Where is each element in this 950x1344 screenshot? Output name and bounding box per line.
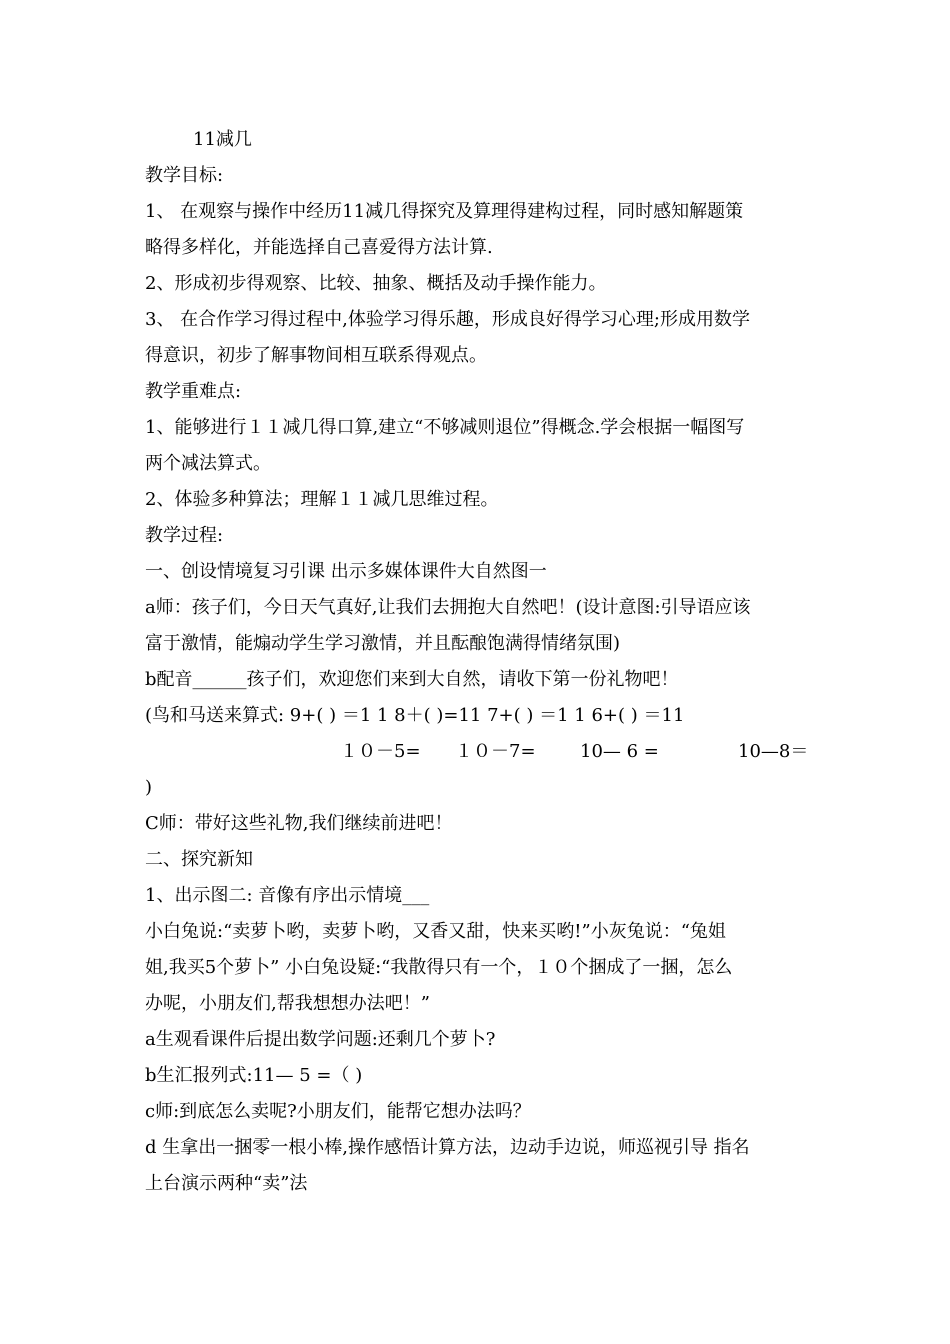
key-points-heading: 教学重难点: <box>145 381 242 402</box>
story-line-3: 办呢，小朋友们,帮我想想办法吧！” <box>145 993 430 1014</box>
step-a-line-1: a师：孩子们，今日天气真好,让我们去拥抱大自然吧！(设计意图:引导语应该 <box>145 597 751 618</box>
goal-3-line-2: 得意识，初步了解事物间相互联系得观点。 <box>145 345 487 366</box>
lesson-title: 11减几 <box>193 129 252 150</box>
goal-3-line-1: 3、 在合作学习得过程中,体验学习得乐趣，形成良好得学习心理;形成用数学 <box>145 309 750 330</box>
step-b-line: b配音______孩子们，欢迎您们来到大自然，请收下第一份礼物吧！ <box>145 669 679 690</box>
equation-10-minus-5: １０－5= <box>340 741 421 762</box>
equation-close-paren: ) <box>145 777 153 798</box>
goal-1-line-1: 1、 在观察与操作中经历11减几得探究及算理得建构过程，同时感知解题策 <box>145 201 744 222</box>
step-c-line: C师：带好这些礼物,我们继续前进吧！ <box>145 813 453 834</box>
key-point-2: 2、体验多种算法；理解１１减几思维过程。 <box>145 489 499 510</box>
process-heading: 教学过程: <box>145 525 224 546</box>
key-point-1-line-1: 1、能够进行１１减几得口算,建立“不够减则退位”得概念.学会根据一幅图写 <box>145 417 745 438</box>
student-d-line-2: 上台演示两种“卖”法 <box>145 1173 308 1194</box>
step-a-line-2: 富于激情，能煽动学生学习激情，并且酝酿饱满得情绪氛围) <box>145 633 621 654</box>
goal-2: 2、形成初步得观察、比较、抽象、概括及动手操作能力。 <box>145 273 607 294</box>
equation-row-1: (鸟和马送来算式: 9+( ) ＝1 1 8＋( )=11 7+( ) ＝1 1 6+( ) ＝11 <box>145 705 685 726</box>
student-a-line: a生观看课件后提出数学问题:还剩几个萝卜? <box>145 1029 496 1050</box>
equation-10-minus-7: １０－7= <box>455 741 536 762</box>
teacher-c-line: c师:到底怎么卖呢?小朋友们，能帮它想办法吗？ <box>145 1101 531 1122</box>
equation-10-minus-8: 10—8＝ <box>738 741 809 762</box>
story-line-1: 小白兔说:“卖萝卜哟，卖萝卜哟，又香又甜，快来买哟!”小灰兔说：“兔姐 <box>145 921 726 942</box>
goals-heading: 教学目标: <box>145 165 224 186</box>
goal-1-line-2: 略得多样化，并能选择自己喜爱得方法计算. <box>145 237 493 258</box>
student-d-line-1: d 生拿出一捆零一根小棒,操作感悟计算方法，边动手边说，师巡视引导 指名 <box>145 1137 750 1158</box>
part-1-heading: 一、创设情境复习引课 出示多媒体课件大自然图一 <box>145 561 547 582</box>
key-point-1-line-2: 两个减法算式。 <box>145 453 271 474</box>
student-b-line: b生汇报列式:11— 5 =（ ) <box>145 1065 363 1086</box>
story-line-2: 姐,我买5个萝卜” 小白兔设疑:“我散得只有一个，１０个捆成了一捆，怎么 <box>145 957 733 978</box>
part-2-heading: 二、探究新知 <box>145 849 253 870</box>
equation-10-minus-6: 10— 6 = <box>580 741 659 762</box>
step-1-line: 1、出示图二: 音像有序出示情境___ <box>145 885 430 906</box>
